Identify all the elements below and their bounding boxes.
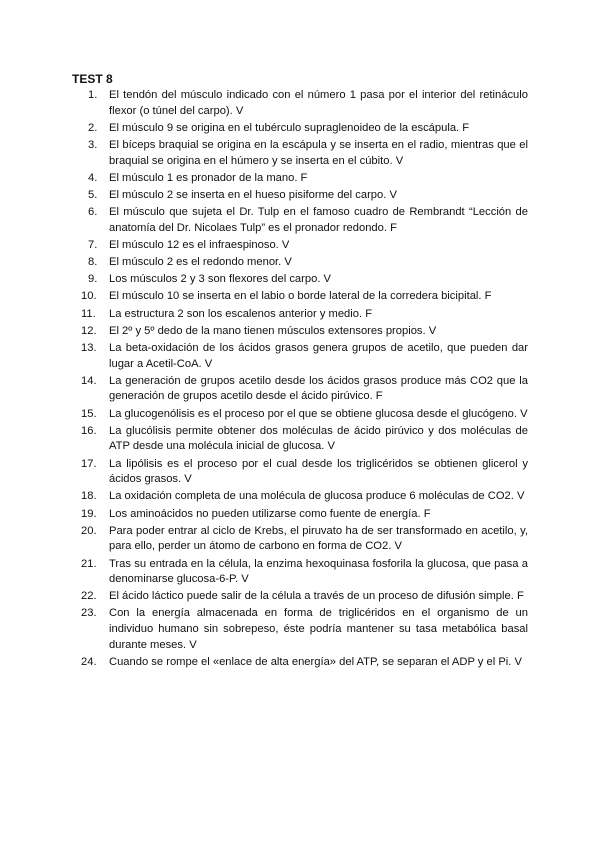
item-number: 22.: [81, 590, 97, 603]
list-item: [72, 557, 528, 588]
list-item: [72, 88, 528, 119]
item-text: La glucogenólisis es el proceso por el que se obtiene glucosa desde el glucógeno. V: [109, 407, 528, 420]
list-item: [72, 238, 528, 254]
list-item: [72, 171, 528, 187]
item-text: El músculo que sujeta el Dr. Tulp en el famoso cuadro de Rembrandt “Lección de anatomía del Dr. Nicolaes Tulp” es el pronador redondo. F: [109, 206, 528, 234]
item-text: Para poder entrar al ciclo de Krebs, el piruvato ha de ser transformado en acetilo, y, para ello, perder un átomo de carbono en forma de CO2. V: [109, 524, 528, 553]
item-number: 1.: [88, 89, 98, 101]
list-item: [72, 138, 528, 169]
item-number: 17.: [81, 457, 97, 470]
item-text: El músculo 2 es el redondo menor. V: [109, 256, 292, 269]
list-item: [72, 424, 528, 455]
item-text: El ácido láctico puede salir de la célula a través de un proceso de difusión simple. F: [109, 590, 524, 603]
list-item: [72, 606, 528, 653]
test-title: TEST 8: [72, 72, 113, 86]
document-page: [72, 71, 528, 672]
list-item: [72, 255, 528, 271]
list-item: [72, 524, 528, 555]
item-number: 24.: [81, 655, 97, 668]
item-text: Los aminoácidos no pueden utilizarse como fuente de energía. F: [109, 507, 431, 520]
list-item: [72, 407, 528, 423]
item-text: El tendón del músculo indicado con el número 1 pasa por el interior del retináculo flexor (o túnel del carpo). V: [109, 89, 528, 117]
item-number: 5.: [88, 188, 98, 201]
item-text: El músculo 1 es pronador de la mano. F: [109, 171, 308, 184]
item-number: 2.: [88, 121, 98, 134]
item-number: 19.: [81, 507, 97, 520]
item-text: El músculo 10 se inserta en el labio o borde lateral de la corredera bicipital. F: [109, 290, 492, 303]
list-item: [72, 188, 528, 204]
item-number: 21.: [81, 557, 97, 570]
item-text: El músculo 9 se origina en el tubérculo supraglenoideo de la escápula. F: [109, 121, 470, 134]
list-item: [72, 324, 528, 340]
item-text: Tras su entrada en la célula, la enzima hexoquinasa fosforila la glucosa, que pasa a denominarse glucosa-6-P. V: [109, 557, 528, 586]
item-number: 14.: [81, 374, 97, 387]
list-item: [72, 374, 528, 405]
item-number: 4.: [88, 171, 98, 184]
item-text: La oxidación completa de una molécula de glucosa produce 6 moléculas de CO2. V: [109, 490, 525, 503]
item-text: La glucólisis permite obtener dos moléculas de ácido pirúvico y dos moléculas de ATP desde una molécula inicial de glucosa. V: [109, 424, 528, 453]
item-text: El 2º y 5º dedo de la mano tienen músculos extensores propios. V: [109, 324, 437, 337]
item-number: 8.: [88, 256, 98, 269]
item-text: El músculo 12 es el infraespinoso. V: [109, 238, 290, 251]
question-list: [72, 88, 528, 670]
item-text: La beta-oxidación de los ácidos grasos genera grupos de acetilo, que pueden dar lugar a Acetil-CoA. V: [109, 342, 528, 370]
item-number: 13.: [81, 342, 97, 355]
list-item: [72, 121, 528, 137]
item-number: 7.: [88, 238, 98, 251]
list-item: [72, 655, 528, 671]
list-item: [72, 507, 528, 523]
item-number: 11.: [81, 307, 96, 320]
item-number: 6.: [88, 206, 98, 219]
list-item: [72, 272, 528, 288]
item-text: El bíceps braquial se origina en la escápula y se inserta en el radio, mientras que el braquial se origina en el húmero y se inserta en el cúbito. V: [109, 138, 528, 167]
item-number: 15.: [81, 407, 97, 420]
item-number: 10.: [81, 290, 97, 303]
item-text: La generación de grupos acetilo desde los ácidos grasos produce más CO2 que la generación de grupos acetilo desde el ácido pirúvico. F: [109, 374, 528, 403]
item-text: Los músculos 2 y 3 son flexores del carpo. V: [109, 273, 331, 286]
item-number: 3.: [88, 138, 98, 151]
list-item: [72, 457, 528, 488]
item-number: 20.: [81, 524, 97, 537]
item-number: 16.: [81, 424, 97, 437]
list-item: [72, 489, 528, 505]
item-number: 23.: [81, 607, 97, 620]
list-item: [72, 341, 528, 372]
item-text: La lipólisis es el proceso por el cual desde los triglicéridos se obtienen glicerol y ácidos grasos. V: [109, 457, 528, 486]
list-item: [72, 307, 528, 323]
list-item: [72, 589, 528, 605]
item-text: El músculo 2 se inserta en el hueso pisiforme del carpo. V: [109, 188, 397, 201]
item-text: Con la energía almacenada en forma de triglicéridos en el organismo de un individuo humano sin sobrepeso, éste podría mantener su tasa metabólica basal durante meses. V: [109, 607, 528, 651]
item-number: 18.: [81, 490, 97, 503]
item-text: Cuando se rompe el «enlace de alta energía» del ATP, se separan el ADP y el Pi. V: [109, 655, 522, 668]
item-number: 12.: [81, 324, 97, 337]
item-number: 9.: [88, 273, 98, 286]
list-item: [72, 205, 528, 236]
list-item: [72, 289, 528, 305]
item-text: La estructura 2 son los escalenos anterior y medio. F: [109, 307, 373, 320]
